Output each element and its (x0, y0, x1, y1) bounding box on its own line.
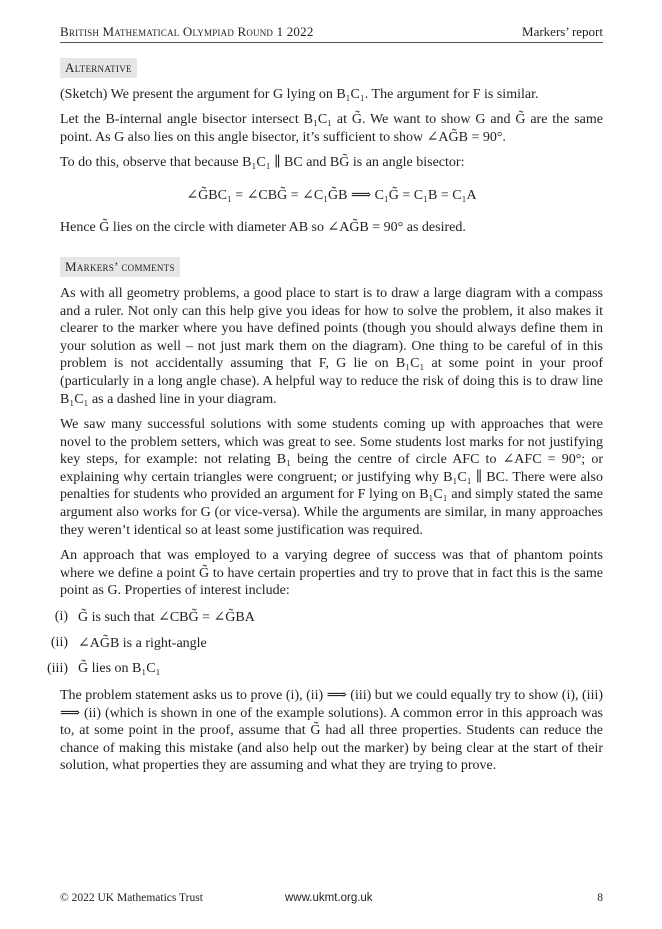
page-number: 8 (597, 892, 603, 904)
header-section: Markers’ report (522, 24, 603, 39)
markers-paragraph-4: The problem statement asks us to prove (i), (ii) ⟹ (iii) but we could equally try to show (i), (iii) ⟹ (ii) (which is shown in one of the example solutions). A common error in this approach was to, at some point in the proof, assume that G̃ had all three properties. Students can reduce the chance of making this mistake (and also help out the marker) by being clear at the start of their solution, what properties they are assuming and what they are trying to prove. (60, 688, 604, 774)
alternative-paragraph-1: (Sketch) We present the argument for G lying on B₁C₁. The argument for F is similar. (60, 87, 539, 102)
alternative-paragraph-2: Let the B-internal angle bisector intersect B₁C₁ at G̃. We want to show G and G̃ are the same point. As G also lies on this angle bisector, it’s sufficient to show ∠AG̃B = 90°. (60, 112, 603, 145)
list-text: ∠AG̃B is a right-angle (78, 636, 207, 651)
footer-url[interactable]: www.ukmt.org.uk (285, 892, 373, 904)
markers-paragraph-3: An approach that was employed to a varying degree of success was that of phantom points where we define a point G̃ to have certain properties and try to prove that in fact this is the same point as G. Properties of interest include: (60, 548, 603, 599)
alternative-label: Alternative (60, 58, 137, 78)
list-text: G̃ is such that ∠CBG̃ = ∠G̃BA (78, 610, 255, 625)
equation: ∠G̃BC₁ = ∠CBG̃ = ∠C₁G̃B ⟹ C₁G̃ = C₁B = C₁A (186, 188, 477, 203)
markers-paragraph-2: We saw many successful solutions with some students coming up with approaches that were novel to the problem setters, which was great to see. Some students lost marks for not justifying key steps, for example: not relating B₁ being the centre of circle AFC to ∠AFC = 90°; or explaining why certain triangles were congruent; or justifying why B₁C₁ ∥ BC. There were also penalties for students who provided an argument for F lying on B₁C₁ and simply stated the same argument also works for G (or vice-versa). While the arguments are similar, in many approaches they weren’t identical so at least some justification was required. (60, 417, 603, 538)
page-header (60, 24, 603, 43)
list-text: G̃ lies on B₁C₁ (78, 661, 161, 676)
footer-copyright: © 2022 UK Mathematics Trust (60, 892, 203, 904)
alternative-paragraph-3: To do this, observe that because B₁C₁ ∥ BC and BG̃ is an angle bisector: (60, 155, 465, 170)
header-title: British Mathematical Olympiad Round 1 2022 (60, 24, 314, 39)
markers-paragraph-1: As with all geometry problems, a good place to start is to draw a large diagram with a compass and a ruler. Not only can this help give you ideas for how to solve the problem, it also makes it clearer to the marker where you have defined points (though you should always define them in your solution as well – not just mark them on the diagram). One thing to be careful of in this problem is not accidentally assuming that F, G lie on B₁C₁ at some point in your proof (particularly in a long angle chase). A helpful way to reduce the risk of doing this is to draw line B₁C₁ as a dashed line in your diagram. (60, 286, 603, 407)
alternative-paragraph-4: Hence G̃ lies on the circle with diameter AB so ∠AG̃B = 90° as desired. (60, 220, 466, 235)
markers-comments-label: Markers’ comments (60, 257, 180, 277)
list-number: (i) (54, 609, 68, 624)
list-number: (ii) (50, 635, 68, 650)
list-number: (iii) (47, 661, 68, 676)
